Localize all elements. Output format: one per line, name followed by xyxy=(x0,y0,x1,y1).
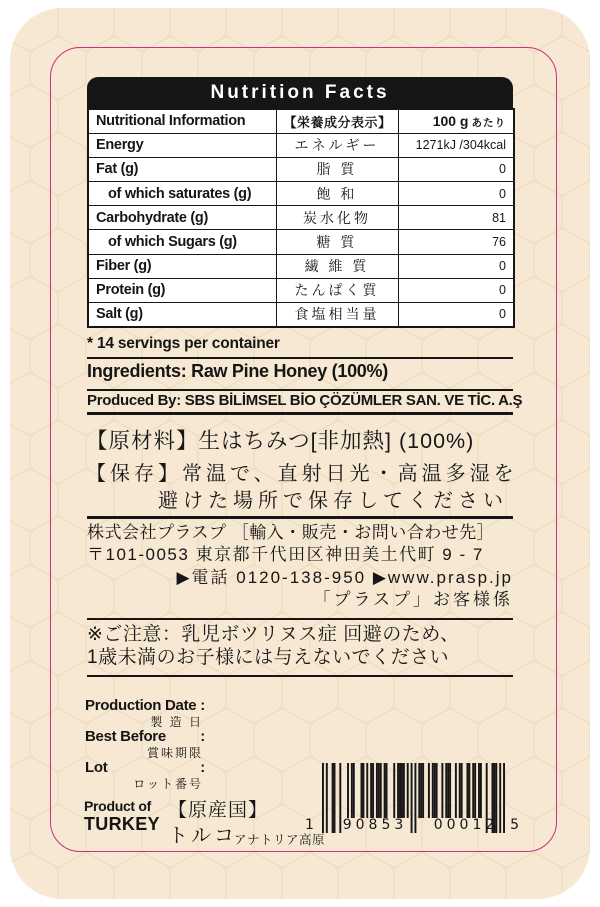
label-content xyxy=(10,8,590,899)
production-date-group xyxy=(85,697,205,727)
warning-line2: 1歳未満のお子様には与えないでください xyxy=(87,646,450,668)
ingredients-label: Ingredients: xyxy=(87,361,187,381)
lot-group xyxy=(85,759,205,789)
nutrient-name-en: of which saturates (g) xyxy=(88,182,276,206)
amount-suffix: あたり xyxy=(471,116,506,129)
region-name-jp: アナトリア高原 xyxy=(234,833,326,847)
col-header-jp: 【栄養成分表示】 xyxy=(276,109,398,133)
nutrient-value: 1271kJ /304kcal xyxy=(398,133,514,157)
colon: : xyxy=(200,697,205,714)
divider xyxy=(87,516,513,519)
produced-by-line xyxy=(87,392,522,409)
nutrition-row xyxy=(88,206,514,230)
country-name-en: TURKEY xyxy=(84,814,160,834)
nutrient-name-jp: 炭水化物 xyxy=(276,206,398,230)
nutrient-name-jp: 脂 質 xyxy=(276,157,398,181)
nutrient-value: 81 xyxy=(398,206,514,230)
nutrient-name-jp: たんぱく質 xyxy=(276,278,398,302)
production-date-label xyxy=(85,697,205,713)
col-header-amount xyxy=(398,109,514,133)
nutrition-facts-panel xyxy=(87,77,513,328)
importer-block xyxy=(87,522,513,612)
nutrient-name-en: Fat (g) xyxy=(88,157,276,181)
divider xyxy=(87,357,513,359)
upc-barcode xyxy=(305,763,519,833)
nutrient-value: 76 xyxy=(398,230,514,254)
produced-by-label: Produced By: xyxy=(87,392,181,409)
divider xyxy=(87,389,513,391)
nutrient-name-jp: 飽 和 xyxy=(276,182,398,206)
nutrition-facts-title: Nutrition Facts xyxy=(87,77,513,108)
country-name-jp: トルコ xyxy=(168,825,237,847)
label-text: Best Before xyxy=(85,728,166,745)
nutrition-row xyxy=(88,133,514,157)
importer-contact: 「プラスプ」お客様係 xyxy=(313,590,513,610)
nutrient-name-jp: 繊 維 質 xyxy=(276,254,398,278)
nutrition-table xyxy=(87,108,515,328)
amount-value: 100 g xyxy=(432,112,469,129)
warning-line1: ※ご注意：乳児ボツリヌス症 回避のため、 xyxy=(87,624,460,645)
nutrient-name-jp: 食塩相当量 xyxy=(276,303,398,327)
nutrient-name-en: Energy xyxy=(88,133,276,157)
label-text: Production Date xyxy=(85,697,197,714)
barcode-digit-last: 5 xyxy=(510,817,519,833)
divider xyxy=(87,412,513,415)
colon: : xyxy=(200,759,205,776)
infant-warning xyxy=(87,624,513,669)
nutrient-name-jp: エネルギー xyxy=(276,133,398,157)
barcode-digit-first: 1 xyxy=(305,817,314,833)
nutrition-row xyxy=(88,157,514,181)
importer-company: 株式会社プラスプ ［輸入・販売・お問い合わせ先］ xyxy=(87,523,495,542)
nutrient-name-en: Protein (g) xyxy=(88,278,276,302)
dates-block xyxy=(85,697,205,790)
colon: : xyxy=(200,728,205,745)
product-of-label: Product of xyxy=(84,798,151,814)
label-text: Lot xyxy=(85,759,108,776)
nutrient-name-en: of which Sugars (g) xyxy=(88,230,276,254)
origin-jp-label: 【原産国】 xyxy=(168,800,269,821)
nutrient-name-en: Salt (g) xyxy=(88,303,276,327)
jp-storage-line1: 【保存】常温で、直射日光・高温多湿を xyxy=(86,463,518,485)
lot-label xyxy=(85,759,205,775)
jp-storage-line2: 避けた場所で保存してください xyxy=(158,490,508,512)
nutrition-row xyxy=(88,278,514,302)
barcode-digits-left: 90853 xyxy=(342,817,408,833)
ingredients-value: Raw Pine Honey (100%) xyxy=(191,361,388,381)
nutrient-name-en: Fiber (g) xyxy=(88,254,276,278)
nutrition-row xyxy=(88,230,514,254)
nutrient-value: 0 xyxy=(398,303,514,327)
divider xyxy=(87,675,513,677)
ingredients-line xyxy=(87,361,388,382)
best-before-jp: 賞味期限 xyxy=(146,746,203,760)
nutrient-name-en: Carbohydrate (g) xyxy=(88,206,276,230)
nutrition-row xyxy=(88,303,514,327)
origin-english xyxy=(84,798,168,835)
col-header-en: Nutritional Information xyxy=(88,109,276,133)
importer-phone-web: ▶電話 0120-138-950 ▶www.prasp.jp xyxy=(176,567,513,587)
nutrient-value: 0 xyxy=(398,278,514,302)
importer-address: 〒101-0053 東京都千代田区神田美土代町 9 - 7 xyxy=(87,545,484,565)
jp-ingredients: 【原材料】生はちみつ[非加熱] (100%) xyxy=(86,429,475,453)
nutrition-row xyxy=(88,254,514,278)
production-date-jp: 製 造 日 xyxy=(150,715,203,729)
barcode-digits-right: 00012 xyxy=(433,817,499,833)
lot-jp: ロット番号 xyxy=(133,777,203,791)
nutrient-value: 0 xyxy=(398,182,514,206)
best-before-group xyxy=(85,728,205,758)
nutrition-header-row xyxy=(88,109,514,133)
honey-label xyxy=(10,8,590,899)
produced-by-value: SBS BİLİMSEL BİO ÇÖZÜMLER SAN. VE TİC. A.Ş xyxy=(184,392,523,409)
nutrient-name-jp: 糖 質 xyxy=(276,230,398,254)
best-before-label xyxy=(85,728,205,744)
divider xyxy=(87,618,513,620)
nutrient-value: 0 xyxy=(398,157,514,181)
servings-footnote: * 14 servings per container xyxy=(87,335,280,352)
nutrition-row xyxy=(88,182,514,206)
nutrient-value: 0 xyxy=(398,254,514,278)
